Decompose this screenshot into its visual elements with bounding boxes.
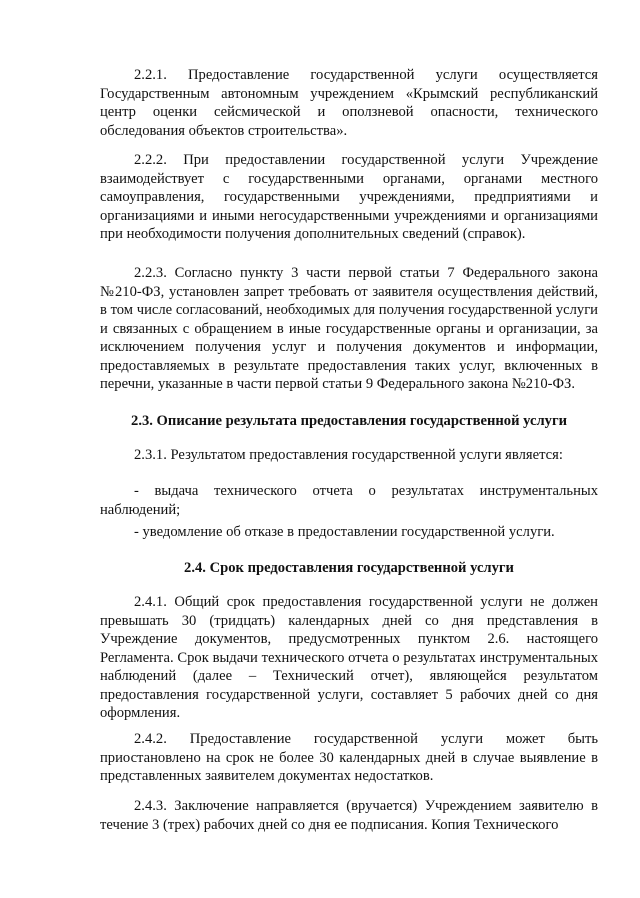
list-item-technical-report: - выдача технического отчета о результатах инструментальных наблюдений; [100,483,598,518]
paragraph-2-2-3: 2.2.3. Согласно пункту 3 части первой статьи 7 Федерального закона №210-ФЗ, установлен запрет требовать от заявителя осуществления действий, в том числе согласований, необходимых для получения государственной услуги и связанных с обращением в иные государственные органы и организации, за исключением получения услуг и получения документов и информации, предоставляемых в результате предоставления таких услуг, включенных в перечни, указанные в части первой статьи 9 Федерального закона №210-ФЗ. [100,265,598,392]
paragraph-2-4-1: 2.4.1. Общий срок предоставления государственной услуги не должен превышать 30 (тридцать) календарных дней со дня представления в Учреждение документов, предусмотренных пунктом 2.6. настоящего Регламента. Срок выдачи технического отчета о результатах инструментальных наблюдений (далее – Технический отчет), являющейся результатом предоставления государственной услуги, составляет 5 рабочих дней со дня оформления. [100,594,598,721]
list-item-refusal-notice: - уведомление об отказе в предоставлении государственной услуги. [134,524,555,540]
section-heading-2-3: 2.3. Описание результата предоставления государственной услуги [131,413,567,429]
paragraph-2-4-3: 2.4.3. Заключение направляется (вручается) Учреждением заявителю в течение 3 (трех) рабочих дней со дня ее подписания. Копия Технического [100,798,598,833]
paragraph-2-2-1: 2.2.1. Предоставление государственной услуги осуществляется Государственным автономным учреждением «Крымский республиканский центр оценки сейсмической и оползневой опасности, технического обследования объектов строительства». [100,67,598,139]
paragraph-2-4-2: 2.4.2. Предоставление государственной услуги может быть приостановлено на срок не более 30 календарных дней в случае выявление в представленных заявителем документах недостатков. [100,731,598,784]
section-heading-2-4: 2.4. Срок предоставления государственной услуги [184,560,514,576]
paragraph-2-2-2: 2.2.2. При предоставлении государственной услуги Учреждение взаимодействует с государственными органами, органами местного самоуправления, государственными учреждениями, предприятиями и организациями и иными негосударственными учреждениями и организациями при необходимости получения дополнительных сведений (справок). [100,152,598,242]
paragraph-2-3-1: 2.3.1. Результатом предоставления государственной услуги является: [134,447,563,463]
